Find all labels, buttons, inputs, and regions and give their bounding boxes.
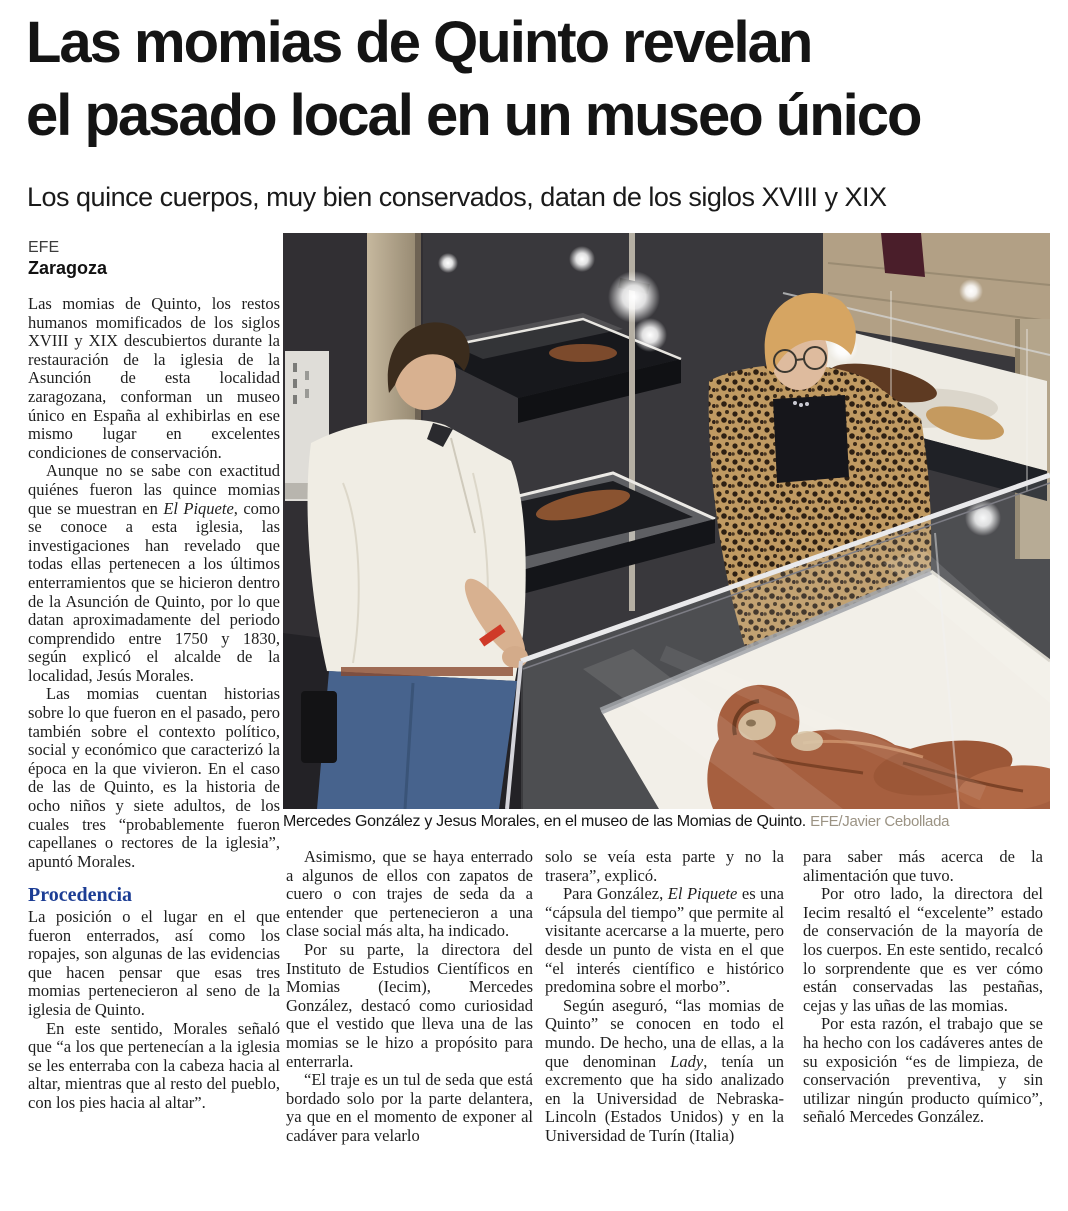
article-paragraph: Para González, El Piquete es una “cápsula del tiempo” que permite al visitante acercarse a la muerte, pero desde un punto de vista en el que “el interés científico e histórico predomina sobre el morbo”. xyxy=(545,884,784,997)
article-paragraph: En este sentido, Morales señaló que “a los que pertenecían a la iglesia se les enterraba con la cabeza hacia al altar, mientras que al resto del pueblo, con los pies hacia al altar”. xyxy=(28,1018,280,1112)
article-column-2 xyxy=(286,848,533,1178)
article-paragraph: solo se veía esta parte y no la trasera”, explicó. xyxy=(545,847,784,885)
article-paragraph: Por otro lado, la directora del Iecim resaltó el “excelente” estado de conservación de la mayoría de los cuerpos. En este sentido, recalcó lo sorprendente que es ver cómo están conservadas las pestañas, cejas y las uñas de las momias. xyxy=(803,884,1043,1015)
article-paragraph: Las momias de Quinto, los restos humanos momificados de los siglos XVIII y XIX descubiertos durante la restauración de la iglesia de la Asunción de esta localidad zaragozana, conforman un museo único en España al exhibirlas en ese mismo lugar en excelentes condiciones de conservación. xyxy=(28,294,280,462)
headline-line-2: el pasado local en un museo único xyxy=(26,83,921,148)
man-jeans xyxy=(317,671,517,809)
subheadline: Los quince cuerpos, muy bien conservados, datan de los siglos XVIII y XIX xyxy=(27,182,887,212)
byline-city: Zaragoza xyxy=(28,258,108,278)
article-paragraph: Por su parte, la directora del Instituto de Estudios Científicos en Momias (Iecim), Mercedes González, destacó como curiosidad que el vestido que lleva una de las momias se le hizo a propósito para enterrarla. xyxy=(286,939,533,1071)
black-top xyxy=(773,395,849,483)
article-column-1 xyxy=(28,295,280,1175)
article-paragraph: Por esta razón, el trabajo que se ha hecho con los cadáveres antes de su exposición “es de limpieza, de conservación preventiva, y sin utilizar ningún producto químico”, señaló Mercedes González. xyxy=(803,1014,1043,1127)
article-paragraph: La posición o el lugar en el que fueron enterrados, así como los ropajes, son algunas de las evidencias que hacen pensar que esas tres momias pertenecieron al seno de la iglesia de Quinto. xyxy=(28,907,280,1019)
article-paragraph: para saber más acerca de la alimentación que tuvo. xyxy=(803,847,1043,885)
hip-bag xyxy=(301,691,337,763)
column-1-bottom-paragraphs xyxy=(28,908,280,1113)
photo-caption: Mercedes González y Jesus Morales, en el museo de las Momias de Quinto. xyxy=(283,813,811,830)
article-paragraph: Asimismo, que se haya enterrado a algunos de ellos con zapatos de cuero o con trajes de seda da a entender que pertenecieron a una clase social más alta, ha indicado. xyxy=(286,847,533,941)
article-column-3 xyxy=(545,848,784,1178)
headline-line-1: Las momias de Quinto revelan xyxy=(26,10,812,75)
museum-photo-illustration xyxy=(283,233,1050,809)
byline xyxy=(28,237,107,279)
dark-curtain xyxy=(881,233,925,277)
museum-photo xyxy=(283,233,1050,809)
article-paragraph: Aunque no se sabe con exactitud quiénes fueron las quince momias que se muestran en El Piquete, como se conoce a esta iglesia, las investigaciones han revelado que todas ellas pertenecen a los últimos enterramientos que se hicieron dentro de la Asunción de Quinto, por lo que datan aproximadamente del periodo comprendido entre 1750 y 1830, según explicó el alcalde de la localidad, Jesús Morales. xyxy=(28,461,280,685)
headline xyxy=(26,6,1046,152)
column-1-top-paragraphs xyxy=(28,295,280,871)
photo-credit: EFE/Javier Cebollada xyxy=(810,813,950,830)
mummy-hands xyxy=(791,731,823,751)
article-paragraph: Las momias cuentan historias sobre lo que fueron en el pasado, pero también sobre el contexto político, social y económico que caracterizó la época en la que vivieron. En el caso de las de Quinto, es la historia de ocho niños y siete adultos, de los cuales tres “probablemente fueron capellanes o rectores de la iglesia”, apuntó Morales. xyxy=(28,684,280,871)
photo-caption-row xyxy=(283,813,1050,831)
light-flare xyxy=(608,271,660,323)
article-column-4 xyxy=(803,848,1043,1178)
article-paragraph: Según aseguró, “las momias de Quinto” se conocen en todo el mundo. De hecho, una de ellas, a la que denominan Lady, tenía un excremento que ha sido analizado en la Universidad de Nebraska-Lincoln (Estados Unidos) y en la Universidad de Turín (Italia) xyxy=(545,995,784,1145)
belt xyxy=(341,667,513,676)
man-shirt xyxy=(308,419,526,681)
article-paragraph: “El traje es un tul de seda que está bordado solo por la parte delantera, ya que en el momento de exponer al cadáver para velarlo xyxy=(286,1070,533,1145)
byline-agency: EFE xyxy=(28,239,60,256)
section-header: Procedencia xyxy=(28,884,133,907)
